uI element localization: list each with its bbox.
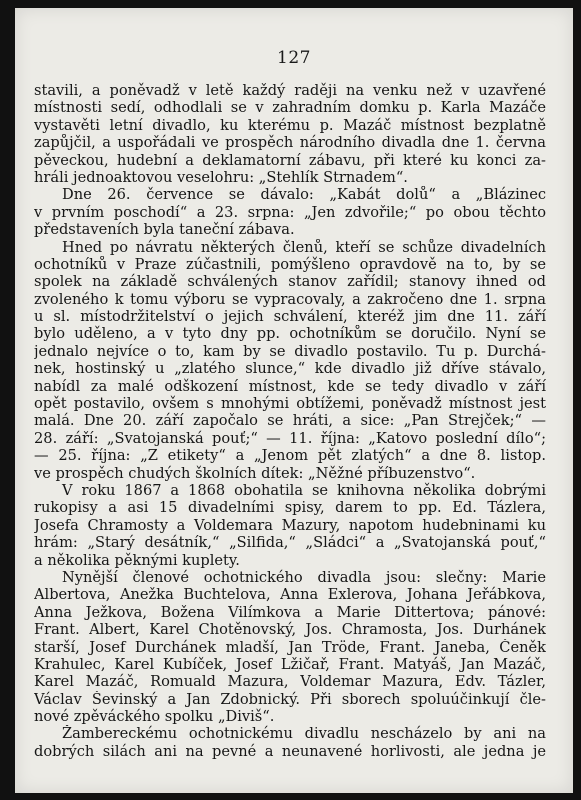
text-line: spolek na základě schválených stanov zařídil; stanovy ihned od	[34, 273, 546, 291]
text-line: v prvním poschodí“ a 23. srpna: „Jen zdvořile;“ po obou těchto	[34, 203, 546, 221]
text-line: Albertova, Anežka Buchtelova, Anna Exlerova, Johana Jeřábkova,	[34, 586, 546, 604]
text-line: Václav Ševinský a Jan Zdobnický. Při sborech spoluúčinkují čle-	[34, 690, 546, 708]
book-page	[15, 8, 573, 793]
text-line: vystavěti letní divadlo, ku kterému p. Mazáč místnost bezplatně	[34, 116, 546, 134]
text-line: místnosti sedí, odhodlali se v zahradním domku p. Karla Mazáče	[34, 99, 546, 117]
text-line: hráli jednoaktovou veselohru: „Stehlík Strnadem“.	[34, 168, 408, 186]
text-line: Hned po návratu některých členů, kteří se schůze divadelních	[62, 238, 546, 256]
text-line: hrám: „Starý desátník,“ „Silfida,“ „Sládci“ a „Svatojanská pouť,“	[34, 534, 546, 552]
text-line: malá. Dne 20. září započalo se hráti, a sice: „Pan Strejček;“ —	[34, 412, 546, 430]
text-line: nek, hostinský u „zlatého slunce,“ kde divadlo již dříve stávalo,	[34, 360, 546, 378]
text-line: Krahulec, Karel Kubíček, Josef Lžičař, Frant. Matyáš, Jan Mazáč,	[34, 655, 546, 673]
text-line: představeních byla taneční zábava.	[34, 221, 295, 239]
text-line: zvoleného k tomu výboru se vypracovaly, a zakročeno dne 1. srpna	[34, 290, 546, 308]
text-line: Anna Ježkova, Božena Vilímkova a Marie Dittertova; pánové:	[34, 603, 546, 621]
text-line: a několika pěknými kuplety.	[34, 551, 240, 569]
text-line: V roku 1867 a 1868 obohatila se knihovna několika dobrými	[62, 481, 546, 499]
page-number: 127	[277, 48, 311, 68]
text-line: Karel Mazáč, Romuald Mazura, Voldemar Mazura, Edv. Tázler,	[34, 673, 546, 691]
text-line: bylo uděleno, a v tyto dny pp. ochotníkům se doručilo. Nyní se	[34, 325, 546, 343]
text-line: ochotníků v Praze zúčastnili, pomýšleno opravdově na to, by se	[34, 255, 546, 273]
text-line: opět postavilo, ovšem s mnohými obtížemi, poněvadž místnost jest	[34, 395, 546, 413]
text-line: zapůjčil, a uspořádali ve prospěch národního divadla dne 1. června	[34, 134, 546, 152]
text-line: Frant. Albert, Karel Chotěnovský, Jos. Chramosta, Jos. Durhánek	[34, 621, 546, 639]
text-line: rukopisy a asi 15 divadelními spisy, darem to pp. Ed. Tázlera,	[34, 499, 546, 517]
text-line: u sl. místodržitelství o jejich schválení, kteréž jim dne 11. září	[34, 308, 546, 326]
text-line: jednalo nejvíce o to, kam by se divadlo postavilo. Tu p. Durchá-	[34, 342, 546, 360]
text-line: dobrých silách ani na pevné a neunavené horlivosti, ale jedna je	[34, 742, 546, 760]
text-line: ve prospěch chudých školních dítek: „Něžné příbuzenstvo“.	[34, 464, 476, 482]
text-line: Dne 26. července se dávalo: „Kabát dolů“ a „Blázinec	[62, 186, 546, 204]
text-line: — 25. října: „Z etikety“ a „Jenom pět zlatých“ a dne 8. listop.	[34, 447, 546, 465]
text-line: 28. září: „Svatojanská pouť;“ — 11. října: „Katovo poslední dílo“;	[34, 429, 546, 447]
text-line: nabídl za malé odškození místnost, kde se tedy divadlo v září	[34, 377, 546, 395]
text-line: Žambereckému ochotnickému divadlu nescházelo by ani na	[62, 725, 546, 743]
body-text	[34, 82, 546, 760]
text-line: starší, Josef Durchánek mladší, Jan Tröde, Frant. Janeba, Čeněk	[34, 638, 546, 656]
text-line: Josefa Chramosty a Voldemara Mazury, napotom hudebninami ku	[34, 516, 546, 534]
text-line: Nynější členové ochotnického divadla jsou: slečny: Marie	[62, 568, 546, 586]
text-line: nové zpěváckého spolku „Diviš“.	[34, 708, 275, 726]
text-line: pěveckou, hudební a deklamatorní zábavu, při které ku konci za-	[34, 151, 546, 169]
text-line: stavili, a poněvadž v letě každý raději na venku než v uzavřené	[34, 82, 546, 99]
